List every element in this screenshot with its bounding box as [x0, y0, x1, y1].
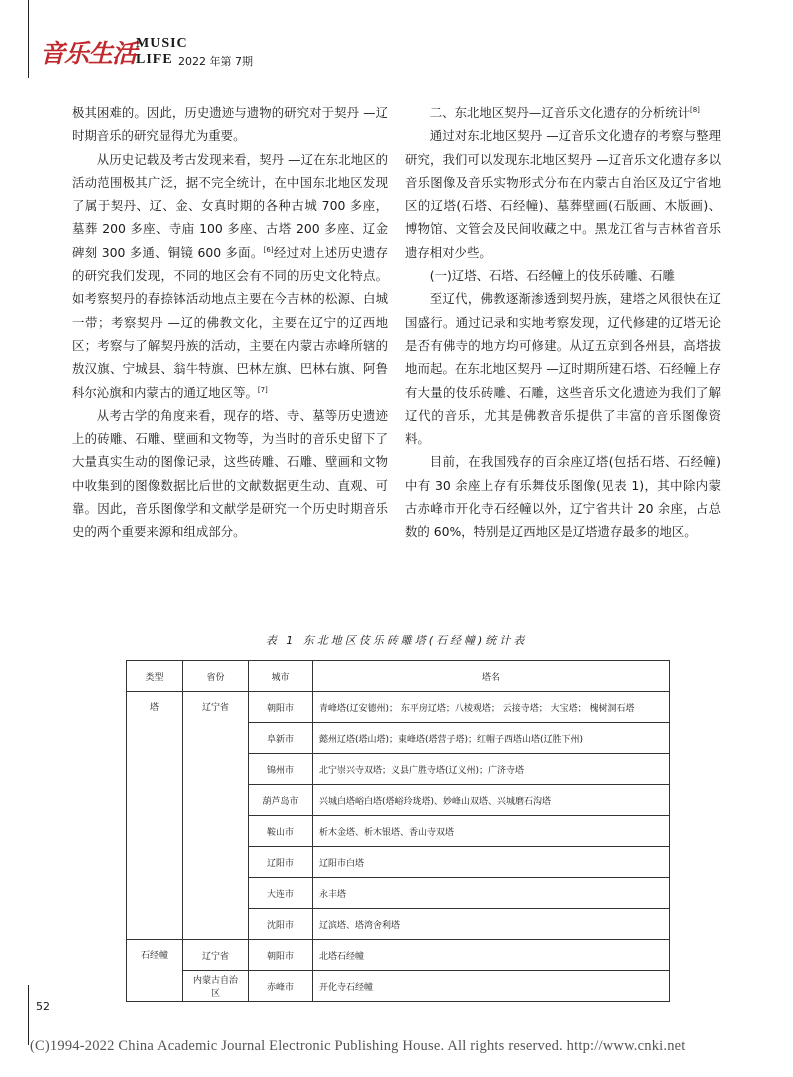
city-cell: 朝阳市	[249, 940, 313, 971]
left-column	[72, 101, 388, 544]
paragraph: 从考古学的角度来看，现存的塔、寺、墓等历史遗迹上的砖雕、石雕、壁画和文物等，为当时的音乐史留下了大量真实生动的图像记录，这些砖雕、石雕、壁画和文物中收集到的图像数据比后世的文献数据更生动、直观、可靠。因此，音乐图像学和文献学是研究一个历史时期音乐史的两个重要来源和组成部分。	[72, 407, 388, 540]
margin-rule-bottom	[28, 985, 29, 1045]
table-row	[127, 692, 670, 723]
page-number: 52	[36, 1000, 50, 1013]
city-cell: 锦州市	[249, 754, 313, 785]
issue-label: 2022 年第 7期	[178, 55, 253, 68]
paragraph: 极其困难的。因此，历史遗迹与遗物的研究对于契丹 —辽时期音乐的研究显得尤为重要。	[72, 105, 388, 144]
reference-mark: [7]	[257, 385, 268, 394]
tower-names-cell: 北塔石经幢	[313, 940, 670, 971]
city-cell: 大连市	[249, 878, 313, 909]
table-caption: 表 1 东北地区伎乐砖雕塔(石经幢)统计表	[265, 634, 528, 647]
city-cell: 阜新市	[249, 723, 313, 754]
tower-names-cell: 北宁崇兴寺双塔；义县广胜寺塔(辽义州)；广济寺塔	[313, 754, 670, 785]
tower-names-cell: 开化寺石经幢	[313, 971, 670, 1002]
journal-logo-en-life: LIFE	[136, 52, 173, 67]
header-cell: 省份	[183, 661, 249, 692]
header-cell: 类型	[127, 661, 183, 692]
province-cell: 辽宁省	[183, 692, 249, 940]
tower-names-cell: 青峰塔(辽安德州)； 东平房辽塔；八棱观塔； 云接寺塔； 大宝塔； 槐树洞石塔	[313, 692, 670, 723]
tower-names-cell: 永丰塔	[313, 878, 670, 909]
province-cell: 辽宁省	[183, 940, 249, 971]
tower-names-cell: 辽阳市白塔	[313, 847, 670, 878]
city-cell: 辽阳市	[249, 847, 313, 878]
subsection-heading: (一)辽塔、石塔、石经幢上的伎乐砖雕、石雕	[429, 268, 675, 284]
paragraph: 目前，在我国残存的百余座辽塔(包括石塔、石经幢)中有 30 余座上存有乐舞伎乐图像(见表 1)，其中除内蒙古赤峰市开化寺石经幢以外，辽宁省共计 20 余座，占总数的 60%，特别是辽西地区是辽塔遗存最多的地区。	[405, 454, 721, 540]
margin-rule-top	[28, 0, 29, 78]
tower-names-cell: 兴城白塔峪白塔(塔峪玲珑塔)、妙峰山双塔、兴城磨石沟塔	[313, 785, 670, 816]
paragraph: 通过对东北地区契丹 —辽音乐文化遗存的考察与整理研究，我们可以发现东北地区契丹 —辽音乐文化遗存多以音乐图像及音乐实物形式分布在内蒙古自治区及辽宁省地区的辽塔(石塔、石经幢)、墓葬壁画(石版画、木版画)、博物馆、文管会及民间收藏之中。黑龙江省与吉林省音乐遗存相对少些。	[405, 128, 721, 260]
right-column	[405, 101, 721, 544]
table-row	[127, 940, 670, 971]
tower-names-cell: 析木金塔、析木银塔、香山寺双塔	[313, 816, 670, 847]
type-cell: 塔	[127, 692, 183, 940]
paragraph: 从历史记载及考古发现来看，契丹 —辽在东北地区的活动范围极其广泛，据不完全统计，在中国东北地区发现了属于契丹、辽、金、女真时期的各种古城 700 多座，墓葬 200 多座、寺庙 100 多座、古塔 200 多座、辽金碑刻 300 多通、铜镜 600 多面。[6]经过对上述历史遗存的研究我们发现，不同的地区会有不同的历史文化特点。如考察契丹的春捺钵活动地点主要在今吉林的松源、白城一带；考察契丹 —辽的佛教文化，主要在辽宁的辽西地区；考察与了解契丹族的活动，主要在内蒙古赤峰所辖的敖汉旗、宁城县、翁牛特旗、巴林左旗、巴林右旗、阿鲁科尔沁旗和内蒙古的通辽地区等。[7]	[72, 151, 389, 400]
type-cell: 石经幢	[127, 940, 183, 1002]
copyright-footer: (C)1994-2022 China Academic Journal Electronic Publishing House. All rights reserved. http://www.cnki.net	[30, 1038, 686, 1054]
statistics-table	[126, 660, 670, 1002]
tower-names-cell: 懿州辽塔(塔山塔)；東峰塔(塔营子塔)；红帽子西塔山塔(辽胜下州)	[313, 723, 670, 754]
city-cell: 朝阳市	[249, 692, 313, 723]
paragraph: 至辽代，佛教逐渐渗透到契丹族，建塔之风很快在辽国盛行。通过记录和实地考察发现，辽代修建的辽塔无论是否有佛寺的地方均可修建。从辽五京到各州县，高塔拔地而起。在东北地区契丹 —辽时期所建石塔、石经幢上存有大量的伎乐砖雕、石雕，这些音乐文化遗迹为我们了解辽代的音乐，尤其是佛教音乐提供了丰富的音乐图像资料。	[405, 291, 721, 447]
section-heading: 二、东北地区契丹—辽音乐文化遗存的分析统计[8]	[429, 105, 700, 120]
header-cell: 城市	[249, 661, 313, 692]
city-cell: 沈阳市	[249, 909, 313, 940]
tower-names-cell: 辽滨塔、塔湾舍利塔	[313, 909, 670, 940]
reference-mark: [8]	[690, 105, 700, 114]
journal-logo-cn: 音乐生活	[40, 39, 137, 68]
header-cell: 塔名	[313, 661, 670, 692]
table-header-row	[127, 661, 670, 692]
province-cell: 内蒙古自治区	[183, 971, 249, 1002]
city-cell: 鞍山市	[249, 816, 313, 847]
journal-logo-en-music: MUSIC	[136, 36, 188, 51]
reference-mark: [6]	[263, 245, 274, 254]
city-cell: 葫芦岛市	[249, 785, 313, 816]
table-row	[127, 971, 670, 1002]
city-cell: 赤峰市	[249, 971, 313, 1002]
